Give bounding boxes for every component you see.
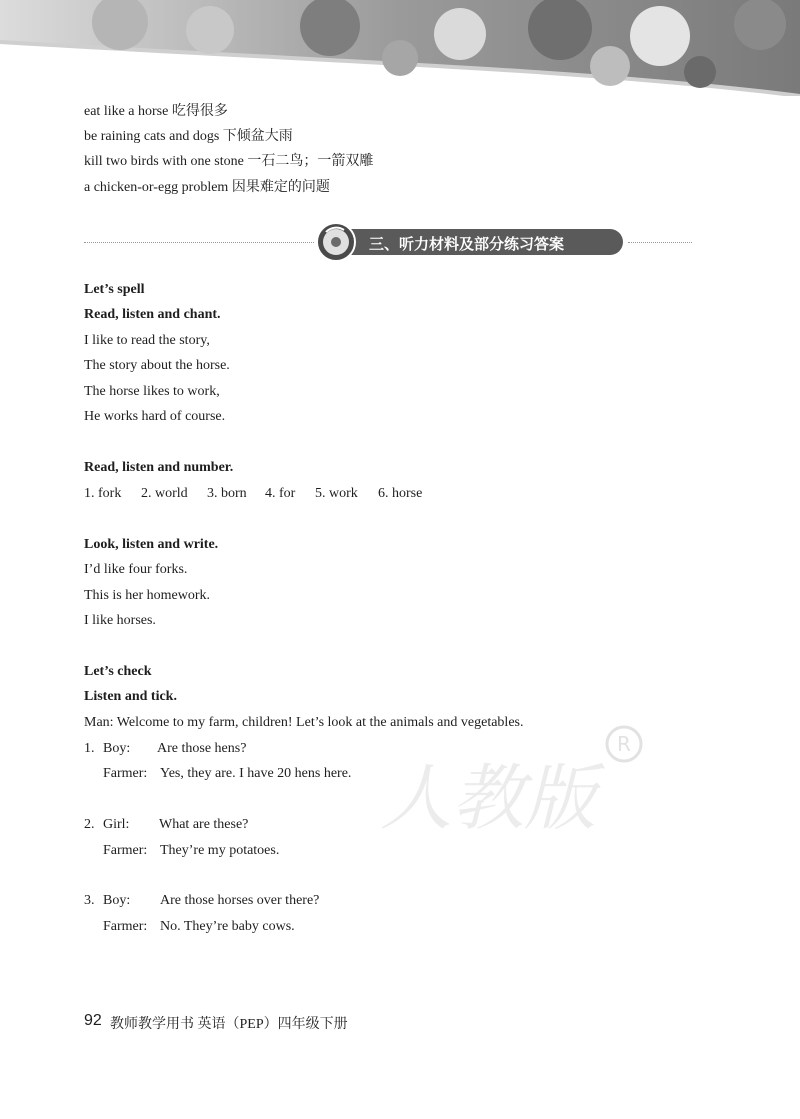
write-line: I like horses. [84, 613, 156, 628]
number-item: 4. for [265, 486, 296, 501]
heading-chant: Read, listen and chant. [84, 307, 221, 322]
dialogue-farmer: Farmer: [103, 766, 148, 781]
section-header [84, 222, 692, 262]
page-number: 92 [84, 1012, 102, 1029]
number-item: 5. work [315, 486, 358, 501]
heading-lets-check: Let’s check [84, 664, 152, 679]
cd-disc-icon [308, 222, 364, 262]
svg-text:R: R [617, 732, 631, 756]
dialogue-number: 2. [84, 817, 95, 832]
dialogue-answer: No. They’re baby cows. [160, 919, 295, 934]
heading-tick: Listen and tick. [84, 689, 177, 704]
number-item: 3. born [207, 486, 247, 501]
watermark: 人教版 [380, 756, 597, 840]
idiom-line: eat like a horse 吃得很多 [84, 104, 228, 119]
idiom-line: kill two birds with one stone 一石二鸟；一箭双雕 [84, 154, 374, 169]
tick-intro: Man: Welcome to my farm, children! Let’s look at the animals and vegetables. [84, 715, 524, 730]
heading-number: Read, listen and number. [84, 460, 234, 475]
footer-book-title: 教师教学用书 英语（PEP）四年级下册 [110, 1017, 348, 1032]
number-item: 6. horse [378, 486, 423, 501]
dialogue-question: Are those hens? [157, 741, 247, 756]
heading-write: Look, listen and write. [84, 537, 219, 552]
dialogue-number: 1. [84, 741, 95, 756]
chant-line: The story about the horse. [84, 358, 230, 373]
dialogue-farmer: Farmer: [103, 843, 148, 858]
dialogue-question: Are those horses over there? [160, 893, 320, 908]
section-title: 三、听力材料及部分练习答案 [369, 235, 565, 253]
dialogue-speaker: Boy: [103, 893, 131, 908]
dialogue-speaker: Boy: [103, 741, 131, 756]
heading-lets-spell: Let’s spell [84, 282, 145, 297]
idiom-line: be raining cats and dogs 下倾盆大雨 [84, 129, 293, 144]
chant-line: The horse likes to work, [84, 384, 220, 399]
dialogue-question: What are these? [159, 817, 249, 832]
dotted-rule [628, 242, 692, 243]
chant-line: He works hard of course. [84, 409, 226, 424]
number-item: 1. fork [84, 486, 122, 501]
dotted-rule [84, 242, 314, 243]
dialogue-answer: Yes, they are. I have 20 hens here. [160, 766, 352, 781]
chant-line: I like to read the story, [84, 333, 210, 348]
dialogue-number: 3. [84, 893, 95, 908]
idiom-line: a chicken-or-egg problem 因果难定的问题 [84, 180, 330, 195]
section-title-pill [319, 229, 623, 255]
dialogue-answer: They’re my potatoes. [160, 843, 280, 858]
write-line: I’d like four forks. [84, 562, 188, 577]
dialogue-farmer: Farmer: [103, 919, 148, 934]
write-line: This is her homework. [84, 588, 210, 603]
dialogue-speaker: Girl: [103, 817, 130, 832]
registered-mark-icon [604, 724, 644, 764]
header-banner-image [0, 0, 800, 96]
number-item: 2. world [141, 486, 188, 501]
